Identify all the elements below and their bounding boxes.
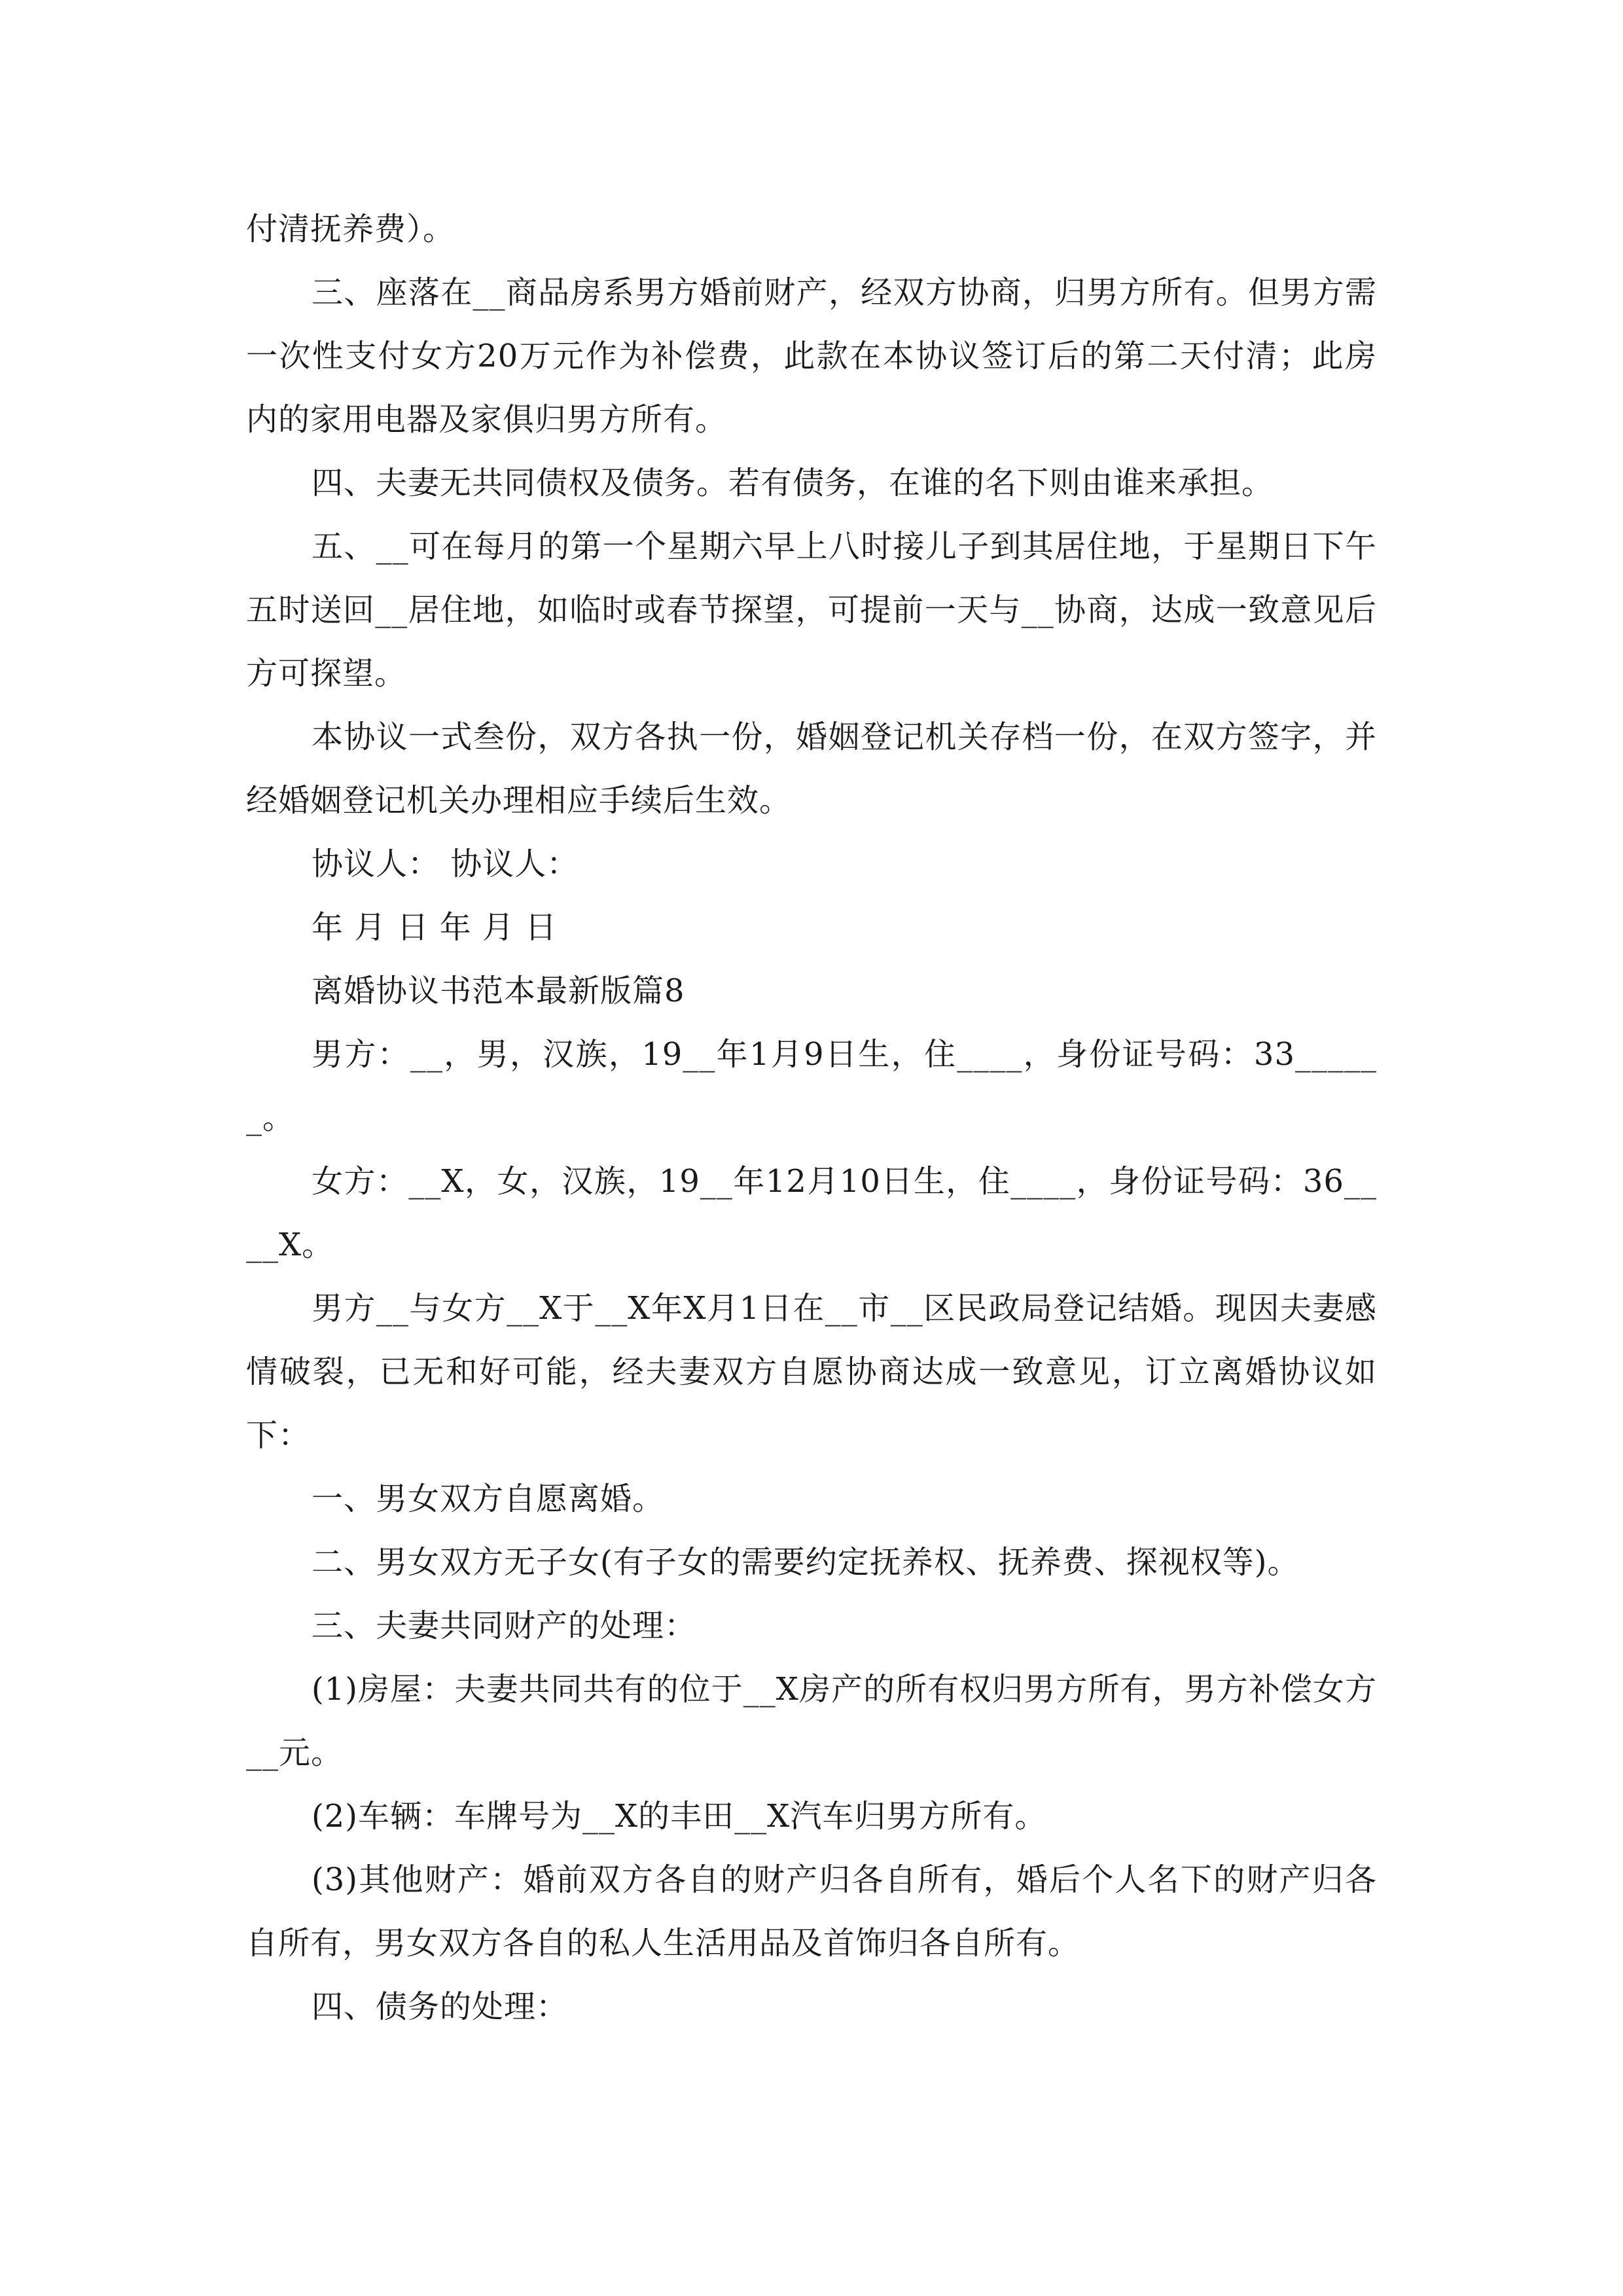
date-line: 年 月 日 年 月 日 [312,909,558,946]
paragraph: 四、夫妻无共同债权及债务。若有债务，在谁的名下则由谁来承担。 [312,465,1274,501]
clause: 二、男女双方无子女(有子女的需要约定抚养权、抚养费、探视权等)。 [312,1544,1300,1581]
paragraph: 本协议一式叁份，双方各执一份，婚姻登记机关存档一份，在双方签字，并经婚姻登记机关办理相应手续后生效。 [246,719,1377,819]
sub-clause: (3)其他财产：婚前双方各自的财产归各自所有，婚后个人名下的财产归各自所有，男女双方各自的私人生活用品及首饰归各自所有。 [246,1861,1377,1962]
sub-clause: (1)房屋：夫妻共同共有的位于__X房产的所有权归男方所有，男方补偿女方__元。 [246,1671,1377,1771]
paragraph: 五、__可在每月的第一个星期六早上八时接儿子到其居住地，于星期日下午五时送回__居住地，如临时或春节探望，可提前一天与__协商，达成一致意见后方可探望。 [246,528,1377,692]
paragraph: 三、座落在__商品房系男方婚前财产，经双方协商，归男方所有。但男方需一次性支付女方20万元作为补偿费，此款在本协议签订后的第二天付清；此房内的家用电器及家俱归男方所有。 [246,274,1377,438]
clause: 四、债务的处理： [312,1988,569,2025]
party-female: 女方：__X，女，汉族，19__年12月10日生，住____，身份证号码：36____X。 [246,1163,1377,1263]
clause: 三、夫妻共同财产的处理： [312,1607,697,1644]
paragraph: 男方__与女方__X于__X年X月1日在__市__区民政局登记结婚。现因夫妻感情破裂，已无和好可能，经夫妻双方自愿协商达成一致意见，订立离婚协议如下： [246,1290,1377,1454]
party-male: 男方：__，男，汉族，19__年1月9日生，住____，身份证号码：33______。 [246,1036,1377,1136]
sub-clause: (2)车辆：车牌号为__X的丰田__X汽车归男方所有。 [312,1798,1047,1835]
section-title: 离婚协议书范本最新版篇8 [312,973,685,1009]
signature-line: 协议人： 协议人： [312,846,579,882]
clause: 一、男女双方自愿离婚。 [312,1480,665,1517]
paragraph: 付清抚养费）。 [246,211,455,247]
document-body [246,198,1377,2039]
